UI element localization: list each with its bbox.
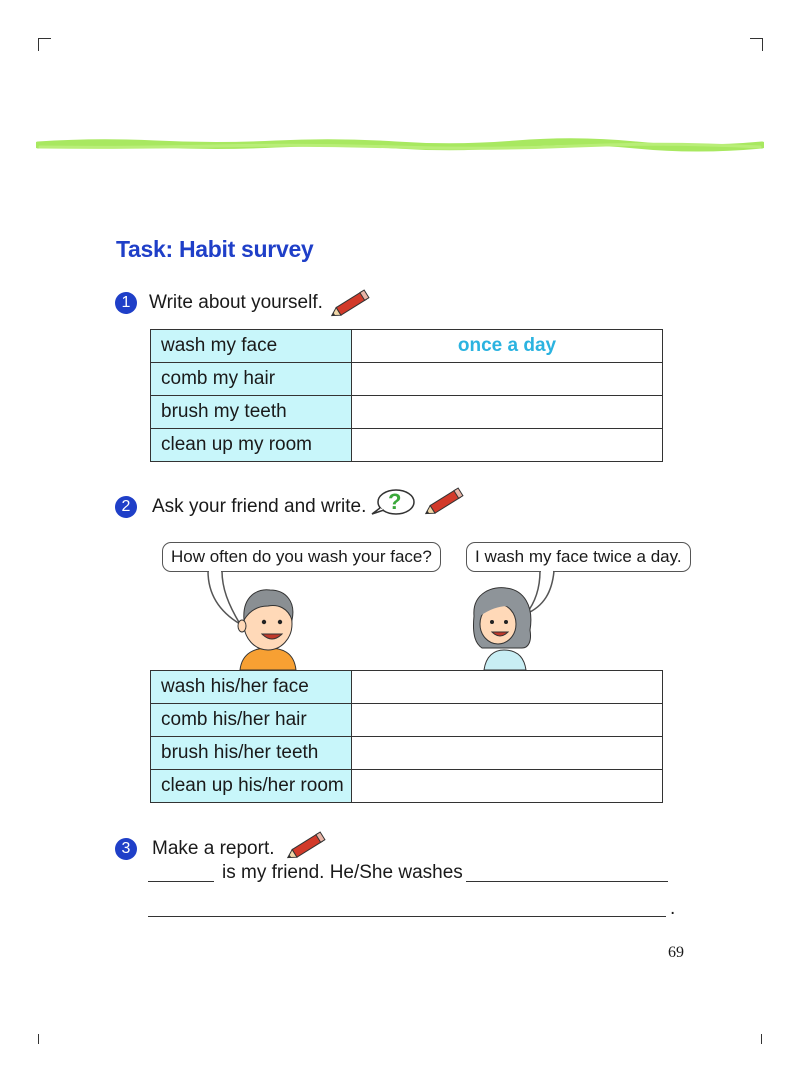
table-label-cell: wash my face bbox=[151, 330, 352, 363]
table-row bbox=[151, 770, 663, 803]
section1-instruction: Write about yourself. bbox=[149, 292, 323, 313]
pencil-icon bbox=[422, 486, 468, 516]
pencil-icon bbox=[328, 288, 374, 318]
question-bubble-icon bbox=[370, 488, 416, 518]
task-title: Task: Habit survey bbox=[116, 236, 314, 262]
speech-bubble-girl: I wash my face twice a day. bbox=[466, 542, 691, 572]
table-row bbox=[151, 330, 663, 363]
section1-number-badge: 1 bbox=[115, 292, 137, 314]
table-row bbox=[151, 429, 663, 462]
table-row bbox=[151, 363, 663, 396]
table-label-cell: brush my teeth bbox=[151, 396, 352, 429]
friend-habit-table bbox=[150, 670, 663, 803]
table-label-cell: clean up his/her room bbox=[151, 770, 352, 803]
crop-mark-top-right bbox=[750, 38, 763, 51]
table-answer-cell[interactable] bbox=[352, 671, 663, 704]
table-answer-cell[interactable] bbox=[352, 770, 663, 803]
self-habit-table bbox=[150, 329, 663, 462]
blank-friend-name[interactable] bbox=[148, 881, 214, 882]
table-answer-cell[interactable] bbox=[352, 429, 663, 462]
section3-instruction: Make a report. bbox=[152, 838, 275, 859]
table-row bbox=[151, 671, 663, 704]
speech-bubble-boy: How often do you wash your face? bbox=[162, 542, 441, 572]
crop-mark-bottom-left bbox=[38, 1034, 39, 1044]
question-mark-text: ? bbox=[388, 489, 402, 514]
table-answer-cell[interactable] bbox=[352, 396, 663, 429]
table-answer-cell[interactable]: once a day bbox=[352, 330, 663, 363]
report-sentence-text: is my friend. He/She washes bbox=[222, 862, 463, 883]
green-brush-stroke bbox=[36, 136, 764, 154]
girl-illustration bbox=[464, 586, 544, 670]
blank-habit-2[interactable] bbox=[148, 916, 666, 917]
table-row bbox=[151, 737, 663, 770]
section2-instruction: Ask your friend and write. bbox=[152, 496, 367, 517]
pencil-icon bbox=[284, 830, 330, 860]
table-label-cell: comb my hair bbox=[151, 363, 352, 396]
table-label-cell: brush his/her teeth bbox=[151, 737, 352, 770]
table-answer-cell[interactable] bbox=[352, 363, 663, 396]
table-label-cell: clean up my room bbox=[151, 429, 352, 462]
section3-number-badge: 3 bbox=[115, 838, 137, 860]
page-number: 69 bbox=[668, 944, 684, 961]
table-row bbox=[151, 396, 663, 429]
blank-habit-1[interactable] bbox=[466, 881, 668, 882]
table-answer-cell[interactable] bbox=[352, 704, 663, 737]
boy-illustration bbox=[228, 586, 310, 670]
report-end-period: . bbox=[670, 898, 676, 919]
table-row bbox=[151, 704, 663, 737]
table-answer-cell[interactable] bbox=[352, 737, 663, 770]
table-label-cell: comb his/her hair bbox=[151, 704, 352, 737]
section2-number-badge: 2 bbox=[115, 496, 137, 518]
crop-mark-bottom-right bbox=[761, 1034, 762, 1044]
crop-mark-top-left bbox=[38, 38, 51, 51]
table-label-cell: wash his/her face bbox=[151, 671, 352, 704]
